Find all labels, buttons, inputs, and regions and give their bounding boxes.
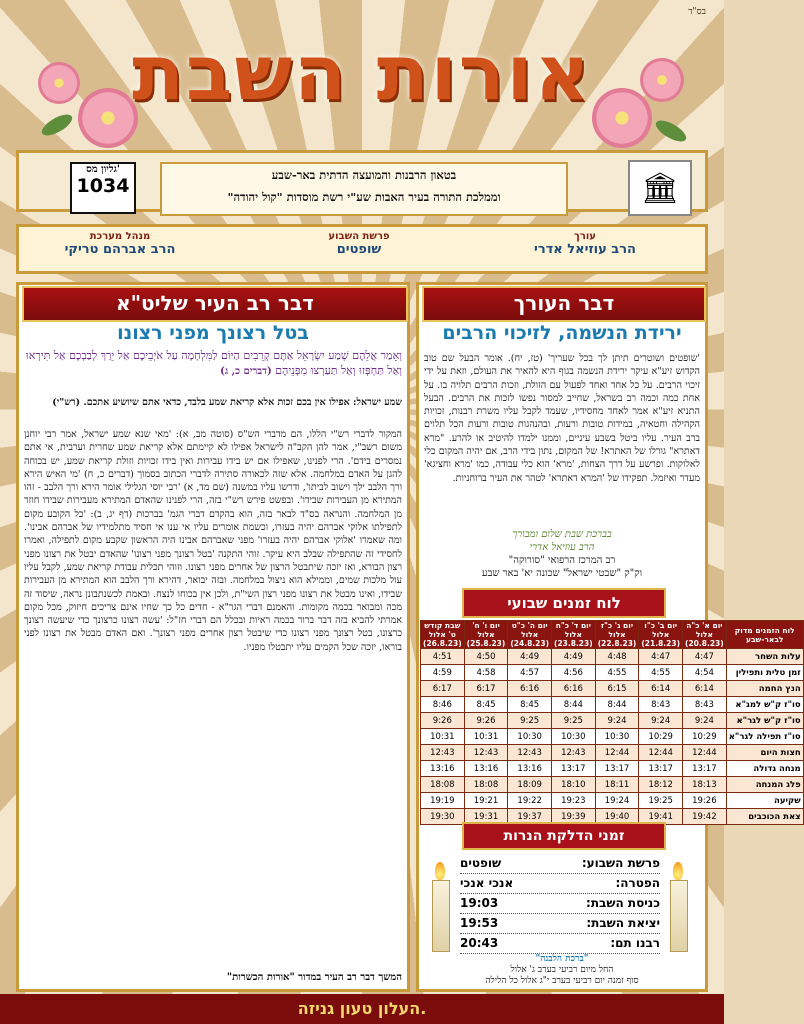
zmanim-time-cell: 18:12 xyxy=(639,777,683,793)
zmanim-time-cell: 4:51 xyxy=(421,649,465,665)
zmanim-time-cell: 4:49 xyxy=(508,649,552,665)
zmanim-time-cell: 10:30 xyxy=(552,729,596,745)
zmanim-time-cell: 13:17 xyxy=(683,761,727,777)
zmanim-time-cell: 6:17 xyxy=(464,681,508,697)
zmanim-time-cell: 19:37 xyxy=(508,809,552,825)
zmanim-header-cell: לוח הזמנים מדוק לבאר-שבע xyxy=(726,621,803,649)
zmanim-time-cell: 4:55 xyxy=(595,665,639,681)
zmanim-time-cell: 13:17 xyxy=(552,761,596,777)
zmanim-row-label: חצות היום xyxy=(726,745,803,761)
footer: העלון טעון גניזה. xyxy=(0,994,724,1024)
zmanim-time-cell: 9:25 xyxy=(552,713,596,729)
zmanim-time-cell: 6:14 xyxy=(683,681,727,697)
levana-line-1: החל מיום רביעי בערב ג' אלול xyxy=(510,965,614,975)
zmanim-row xyxy=(421,713,804,729)
credits-bar xyxy=(16,224,708,274)
zmanim-time-cell: 10:30 xyxy=(508,729,552,745)
zmanim-time-cell: 4:57 xyxy=(508,665,552,681)
institution-logo-icon: 🏛 xyxy=(628,160,692,216)
zmanim-time-cell: 19:21 xyxy=(464,793,508,809)
zmanim-time-cell: 19:24 xyxy=(595,793,639,809)
flame-icon xyxy=(673,862,683,880)
editor-label: עורך xyxy=(574,231,596,242)
zmanim-time-cell: 8:44 xyxy=(595,697,639,713)
zmanim-header-cell: יום ג' כ"ז אלול (22.8.23) xyxy=(595,621,639,649)
blessing-line-4: וק"ק "שבטי ישראל" שכונה יא' באר שבע xyxy=(481,568,643,579)
zmanim-time-cell: 19:26 xyxy=(683,793,727,809)
zmanim-row-label: סו"ז ק"ש לגר"א xyxy=(726,713,803,729)
zmanim-time-cell: 12:43 xyxy=(508,745,552,761)
blessing-line-1: בברכת שבת שלום ומבורך xyxy=(512,529,612,540)
zmanim-time-cell: 9:26 xyxy=(421,713,465,729)
zmanim-row xyxy=(421,761,804,777)
parsha-label: פרשת השבוע xyxy=(328,231,390,242)
flower-right-icon xyxy=(640,58,684,102)
zmanim-time-cell: 8:45 xyxy=(508,697,552,713)
zmanim-time-cell: 13:16 xyxy=(508,761,552,777)
candle-row xyxy=(460,934,660,954)
editor-body: 'שופטים ושוטרים תיתן לך בכל שעריך' (טז, יח). אומר הבעל שם טוב הקדוש זיע"א עיקר ירידת הנשמה בגוף היא להאיר את העולם, וזאת על ידי זיכוי הרבים. על כל אחד ואחד לפעול עם הזולת, וזכות הרבים תלויה בו. על אחת כמה וכמה רב בשראל, שחייב למסור נפשו לזכות את הרבים. הבעל התניא זיע"א אמר לאחד מחסידיו, שעמד לקבל עליו משרת רבנות, זכויות הקהילה וחטאיה, במידות טובות ורעות, ובהנהגות טובות ורעות הכל תלוים ברב העיר. עליו ביטל בשבע עיניים, וממנו ילמדו להיטיב או להרע. "מרא דאתרא" גורלו של האתרא! של המקום, נתון בידי הרב, אם יהיה המקום כלי לאלוקות. ופרשע על דרך הצחות, 'מרא' הוא כלי עבודה, כמו 'מרא וחציגא' מעדר ואיזמל. תפקידו של 'המרא דאתרא' לטהר את העיר ברוחניות. xyxy=(424,353,700,484)
issue-label: גליון מס' xyxy=(86,164,120,175)
candle-row-label: יציאת השבת: xyxy=(586,916,660,930)
zmanim-time-cell: 19:41 xyxy=(639,809,683,825)
zmanim-header-cell: יום ו' ח' אלול (25.8.23) xyxy=(464,621,508,649)
candle-rows xyxy=(460,854,660,954)
zmanim-time-cell: 9:25 xyxy=(508,713,552,729)
levana-title: "ברכת הלבנה" xyxy=(535,954,589,964)
zmanim-row-label: צאת הכוכבים xyxy=(726,809,803,825)
levana-line-2: סוף זמנה יום רביעי בערב י"ג אלול כל הלילה xyxy=(485,976,639,986)
masthead-title: אורות השבת xyxy=(132,28,592,117)
candle-row-value: 20:43 xyxy=(460,936,499,950)
zmanim-time-cell: 12:44 xyxy=(595,745,639,761)
zmanim-time-cell: 4:47 xyxy=(683,649,727,665)
issue-number: 1034 xyxy=(76,175,130,197)
zmanim-time-cell: 4:48 xyxy=(595,649,639,665)
candle-row xyxy=(460,874,660,894)
zmanim-time-cell: 13:17 xyxy=(595,761,639,777)
candle-row xyxy=(460,894,660,914)
candle-row-label: הפטרה: xyxy=(615,876,660,890)
candle-row-value: שופטים xyxy=(460,856,502,870)
zmanim-time-cell: 18:13 xyxy=(683,777,727,793)
zmanim-header-row xyxy=(421,621,804,649)
zmanim-time-cell: 19:22 xyxy=(508,793,552,809)
manager-credit xyxy=(35,231,205,257)
org-box xyxy=(160,162,568,216)
zmanim-time-cell: 9:26 xyxy=(464,713,508,729)
leaf-icon xyxy=(39,110,75,139)
flame-icon xyxy=(435,862,445,880)
zmanim-row-label: עלות השחר xyxy=(726,649,803,665)
blessing xyxy=(424,528,700,580)
zmanim-time-cell: 9:24 xyxy=(595,713,639,729)
zmanim-row xyxy=(421,681,804,697)
rashi-line: שמע ישראל: אפילו אין בכם זכות אלא קריאת שמע בלבד, כדאי אתם שיושיע אתכם. (רש"י) xyxy=(52,397,402,408)
zmanim-time-cell: 19:19 xyxy=(421,793,465,809)
candle-title: זמני הדלקת הנרות xyxy=(462,822,666,850)
zmanim-time-cell: 4:56 xyxy=(552,665,596,681)
rabbi-subtitle: בטל רצונך מפני רצונו xyxy=(117,322,309,344)
issue-box xyxy=(70,162,136,214)
rabbi-quote xyxy=(24,348,402,379)
zmanim-time-cell: 6:16 xyxy=(552,681,596,697)
zmanim-time-cell: 19:30 xyxy=(421,809,465,825)
zmanim-time-cell: 4:58 xyxy=(464,665,508,681)
manager-name: הרב אברהם טריקי xyxy=(64,242,176,257)
zmanim-time-cell: 19:39 xyxy=(552,809,596,825)
candle-right-icon xyxy=(670,880,688,952)
candle-row xyxy=(460,854,660,874)
bsd-mark: בס"ד xyxy=(688,7,706,17)
zmanim-time-cell: 12:44 xyxy=(639,745,683,761)
zmanim-time-cell: 8:43 xyxy=(639,697,683,713)
zmanim-time-cell: 6:14 xyxy=(639,681,683,697)
rabbi-banner: דבר רב העיר שליט"א xyxy=(22,286,408,322)
zmanim-time-cell: 4:47 xyxy=(639,649,683,665)
zmanim-time-cell: 4:59 xyxy=(421,665,465,681)
zmanim-time-cell: 10:31 xyxy=(464,729,508,745)
blessing-line-2: הרב עוזיאל אדרי xyxy=(529,542,595,553)
zmanim-time-cell: 4:49 xyxy=(552,649,596,665)
zmanim-time-cell: 8:44 xyxy=(552,697,596,713)
zmanim-row-label: סו"ז תפילה לגר"א xyxy=(726,729,803,745)
zmanim-header-cell: יום ב' כ"ו אלול (21.8.23) xyxy=(639,621,683,649)
zmanim-time-cell: 12:43 xyxy=(552,745,596,761)
zmanim-time-cell: 9:24 xyxy=(683,713,727,729)
zmanim-time-cell: 18:08 xyxy=(421,777,465,793)
zmanim-row xyxy=(421,793,804,809)
candle-row-value: אנכי אנכי xyxy=(460,876,514,890)
editor-subtitle: ירידת הנשמה, לזיכוי הרבים xyxy=(442,322,682,344)
zmanim-header-cell: שבת קודש ט' אלול (26.8.23) xyxy=(421,621,465,649)
leaf-icon xyxy=(653,116,689,145)
org-line-2: וממלכת התורה בעיר האבות שע"י רשת מוסדות "קול יהודה" xyxy=(227,190,501,204)
continued-note: המשך דבר רב העיר במדור "אורות הכשרות" xyxy=(226,972,402,983)
zmanim-time-cell: 8:46 xyxy=(421,697,465,713)
zmanim-title: לוח זמנים שבועי xyxy=(462,588,666,618)
zmanim-time-cell: 18:10 xyxy=(552,777,596,793)
rabbi-body: המקור לדברי רש"י הללו, הם מדברי הש"ס (סוטה מב, א): 'מאי שנא שמע ישראל, אמר רבי יוחנן משום רשב"י, אמר להן הקב"ה לישראל אפילו לא קיימתם אלא קריאת שמע שחרית וערבית, אי אתם נמסרים בידם'. הרי לפנינו, שאפילו אם יש בידו עבירות ואין בידו זכויות וזולת קריאת שמע, יש בכוחה להגן על האדם במלחמה. אלא שזה לכאורה סתירה לדברי הכתוב בסמוך (דברים כ, ח) 'מי האיש הירא ורך הלבב ילך וישוב לביתו', ודרשו עליו במשנה (שם מד, א) 'רבי יוסי הגלילי אומר הירא ורך הלבב - זהו המתירא מן העבירות שבידו'. ובפשט פירש רש"י בזה, הרי לפנינו שהאדם המתירא מעבירות שבידו חוזר מן המלחמה. והנראה בס"ד לבאר בזה, הוא בהקדם דברי הגמ' בברכות (דף יג, ב): 'כל הקובע מקום לתפילתו אלוקי אברהם יהיה בעזרו, וכשמת אומרים עליו אי ענו אי חסיד מתלמידיו של אברהם אבינו'. ומה שאמרו 'אלוקי אברהם יהיה בעזרו' מפני שאברהם אבינו היה הראשון שקבע מקום לתפילה, ואמרו לחסידי זה שהתפילה שבלב היא עיקר. זוהי התקנה 'בטל רצונך מפני רצונו' שהאדם יבטל את רצונו מפני רצון הבורא, ואז יזכה שיתבטל הרצון של אחרים מפני רצונו. וזוהי תכלית עבודת קריאת שמע, לקבל עליו עול מלכות שמים, וממילא הוא ניצול במלחמה. ובזה יבואר, דהירא ורך הלבב הוא המתירא מן העבירות שבידו, ואינו מבטל את רצונו מפני רצון השי"ת, ולכן אין בכוחו לנצח. ובאמת לכשנתבונן נראה, שיסוד זה מכה ומבואר בכמה מקומות. והאמנם דברי הגר"א - חדים כל כך שחיו אינם צריכים חיזוק, מכל מקום אמרתי להביא בזה דבר ברור בכמה ראיות ובכלל הם דברי חז"ל: 'עשה רצונו כרצונך כדי שיעשה רצונך כרצונו, בטל רצונך מפני רצונו כדי שיבטל רצון אחרים מפני רצונך'. ואם האדם מבטל את רצונו לפני בוראו, יזכה שכל הקמים עליו יתבטלו מפניו. xyxy=(24,429,402,653)
manager-label: מנהל מערכת xyxy=(89,231,151,242)
zmanim-time-cell: 19:25 xyxy=(639,793,683,809)
zmanim-time-cell: 19:23 xyxy=(552,793,596,809)
zmanim-time-cell: 12:43 xyxy=(421,745,465,761)
zmanim-row-label: סו"ז ק"ש למג"א xyxy=(726,697,803,713)
kiddush-levana xyxy=(440,954,684,987)
zmanim-row-label: שקיעה xyxy=(726,793,803,809)
zmanim-time-cell: 8:43 xyxy=(683,697,727,713)
zmanim-time-cell: 6:15 xyxy=(595,681,639,697)
zmanim-time-cell: 12:43 xyxy=(464,745,508,761)
zmanim-time-cell: 6:17 xyxy=(421,681,465,697)
candle-row-label: כניסת השבת: xyxy=(586,896,660,910)
zmanim-time-cell: 4:55 xyxy=(639,665,683,681)
zmanim-row xyxy=(421,665,804,681)
zmanim-time-cell: 13:16 xyxy=(464,761,508,777)
zmanim-time-cell: 9:24 xyxy=(639,713,683,729)
editor-banner: דבר העורך xyxy=(422,286,706,322)
zmanim-time-cell: 13:17 xyxy=(639,761,683,777)
zmanim-row-label: הנץ החמה xyxy=(726,681,803,697)
zmanim-time-cell: 4:50 xyxy=(464,649,508,665)
zmanim-time-cell: 10:29 xyxy=(639,729,683,745)
zmanim-time-cell: 19:31 xyxy=(464,809,508,825)
zmanim-time-cell: 19:42 xyxy=(683,809,727,825)
candle-row-value: 19:53 xyxy=(460,916,499,930)
zmanim-time-cell: 18:11 xyxy=(595,777,639,793)
candle-row xyxy=(460,914,660,934)
zmanim-row xyxy=(421,697,804,713)
zmanim-time-cell: 12:44 xyxy=(683,745,727,761)
quote-ref: (דברים כ, ג) xyxy=(220,366,272,377)
candle-row-value: 19:03 xyxy=(460,896,499,910)
zmanim-time-cell: 8:45 xyxy=(464,697,508,713)
candle-row-label: רבנו תם: xyxy=(610,936,660,950)
zmanim-row xyxy=(421,649,804,665)
zmanim-row-label: פלג המנחה xyxy=(726,777,803,793)
zmanim-time-cell: 4:54 xyxy=(683,665,727,681)
zmanim-row-label: מנחה גדולה xyxy=(726,761,803,777)
zmanim-time-cell: 18:09 xyxy=(508,777,552,793)
zmanim-header-cell: יום א' כ"ה אלול (20.8.23) xyxy=(683,621,727,649)
zmanim-row xyxy=(421,745,804,761)
zmanim-time-cell: 10:31 xyxy=(421,729,465,745)
zmanim-time-cell: 6:16 xyxy=(508,681,552,697)
editor-credit xyxy=(505,231,665,257)
zmanim-row xyxy=(421,729,804,745)
zmanim-time-cell: 10:30 xyxy=(595,729,639,745)
editor-name: הרב עוזיאל אדרי xyxy=(534,242,636,257)
parsha-credit xyxy=(279,231,439,257)
zmanim-table xyxy=(420,620,804,825)
zmanim-time-cell: 18:08 xyxy=(464,777,508,793)
candle-left-icon xyxy=(432,880,450,952)
flower-left-icon xyxy=(38,62,80,104)
zmanim-time-cell: 10:29 xyxy=(683,729,727,745)
quote-text: וְאָמַר אֲלֵהֶם שְׁמַע יִשְׂרָאֵל אַתֶּם קְרֵבִים הַיּוֹם לַמִּלְחָמָה עַל אֹיְבֵיכֶם אַל יֵרַךְ לְבַבְכֶם אַל תִּירְאוּ וְאַל תַּחְפְּזוּ וְאַל תַּעַרְצוּ מִפְּנֵיהֶם xyxy=(25,349,402,377)
zmanim-time-cell: 19:40 xyxy=(595,809,639,825)
zmanim-row-label: זמן טלית ותפילין xyxy=(726,665,803,681)
org-line-1: בטאון הרבנות והמועצה הדתית באר-שבע xyxy=(271,168,457,182)
zmanim-time-cell: 13:16 xyxy=(421,761,465,777)
blessing-line-3: רב המרכז הרפואי "סורוקה" xyxy=(508,555,616,566)
parsha-name: שופטים xyxy=(336,242,382,257)
zmanim-header-cell: יום ד' כ"ח אלול (23.8.23) xyxy=(552,621,596,649)
zmanim-row xyxy=(421,777,804,793)
zmanim-header-cell: יום ה' כ"ט אלול (24.8.23) xyxy=(508,621,552,649)
candle-row-label: פרשת השבוע: xyxy=(581,856,660,870)
